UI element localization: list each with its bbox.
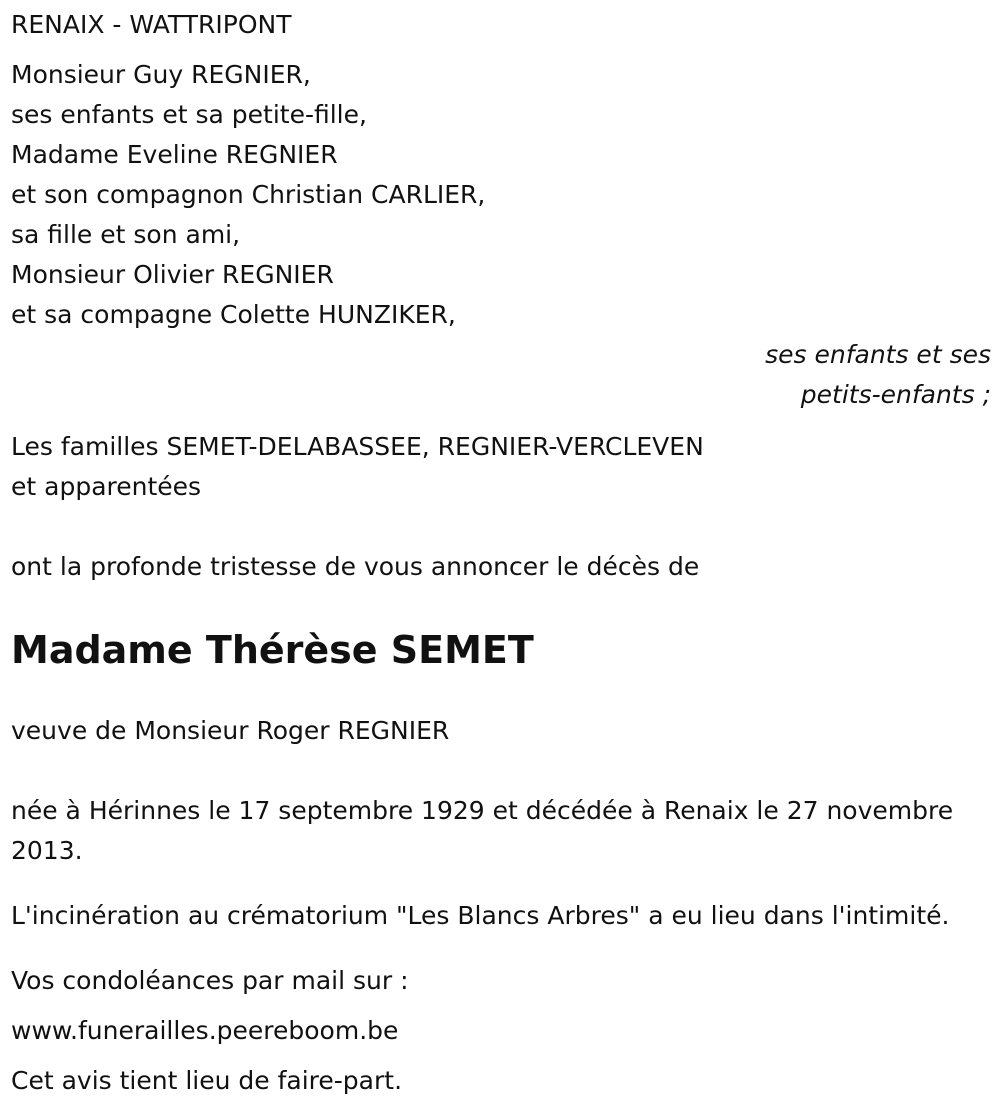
family-line: Madame Eveline REGNIER [11, 140, 338, 169]
widow-of: veuve de Monsieur Roger REGNIER [11, 716, 450, 745]
family-list [11, 55, 991, 335]
other-families [11, 427, 991, 507]
family-line: et sa compagne Colette HUNZIKER, [11, 300, 456, 329]
family-line: et son compagnon Christian CARLIER, [11, 180, 486, 209]
cremation-info: L'incinération au crématorium "Les Blancs Arbres" a eu lieu dans l'intimité. [11, 901, 950, 930]
closing-note: Cet avis tient lieu de faire-part. [11, 1066, 403, 1095]
signature-line: ses enfants et ses [765, 340, 991, 369]
other-families-line: et apparentées [11, 472, 202, 501]
announcement: ont la profonde tristesse de vous annoncer le décès de [11, 552, 700, 581]
birth-death-dates: née à Hérinnes le 17 septembre 1929 et décédée à Renaix le 27 novembre 2013. [11, 796, 954, 865]
family-line: sa fille et son ami, [11, 220, 241, 249]
family-line: Monsieur Guy REGNIER, [11, 60, 311, 89]
location-heading: RENAIX - WATTRIPONT [11, 10, 292, 39]
condolences-label: Vos condoléances par mail sur : [11, 966, 409, 995]
other-families-line: Les familles SEMET-DELABASSEE, REGNIER-VERCLEVEN [11, 432, 704, 461]
deceased-name: Madame Thérèse SEMET [11, 628, 534, 672]
website-link[interactable]: www.funerailles.peereboom.be [11, 1016, 399, 1045]
death-notice [11, 0, 991, 1101]
family-line: ses enfants et sa petite-fille, [11, 100, 367, 129]
signature-line: petits-enfants ; [800, 380, 991, 409]
signature-block [11, 335, 991, 415]
family-line: Monsieur Olivier REGNIER [11, 260, 334, 289]
